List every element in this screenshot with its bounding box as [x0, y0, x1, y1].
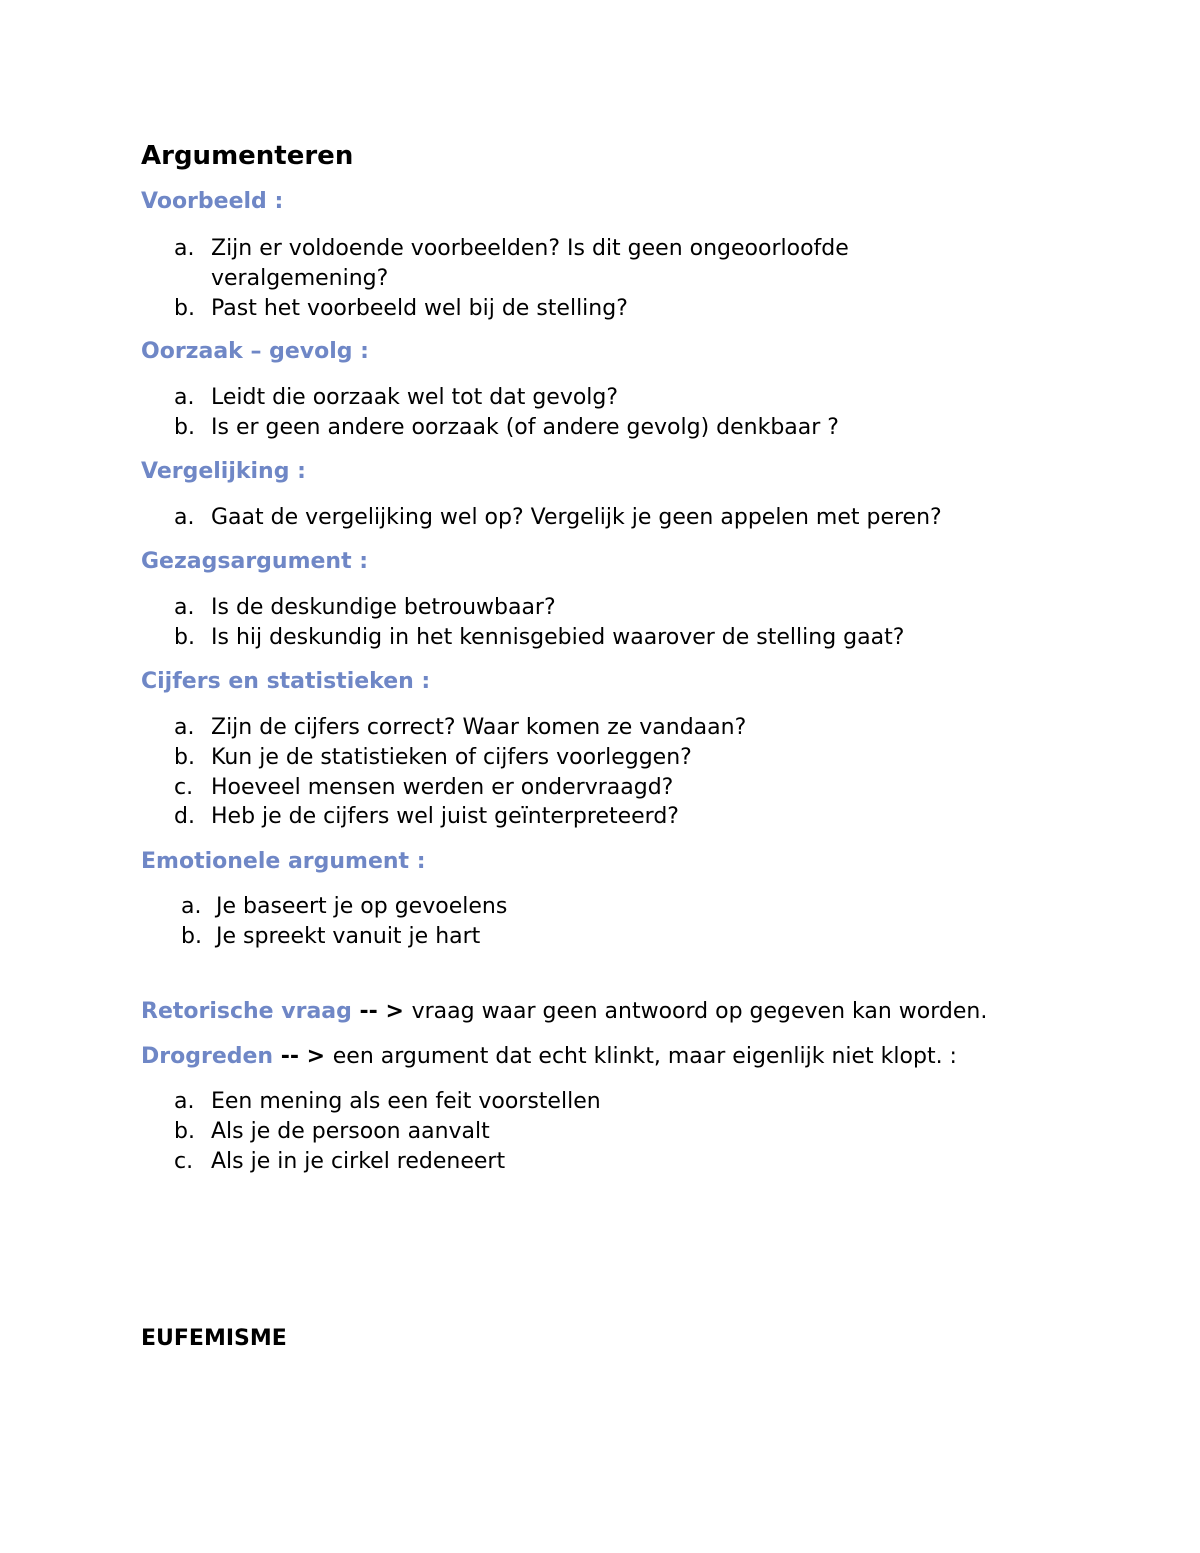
list-marker: a. [181, 894, 202, 919]
list-marker: a. [174, 385, 195, 410]
list-vergelijking [0, 503, 1111, 533]
list-item-text: Heb je de cijfers wel juist geïnterpreteerd? [211, 804, 679, 830]
list-marker: a. [174, 1089, 195, 1114]
retorische-vraag-definition: vraag waar geen antwoord op gegeven kan worden. [411, 999, 988, 1024]
list-item [0, 1117, 911, 1147]
list-item [0, 234, 911, 294]
drogreden-term: Drogreden [141, 1044, 274, 1069]
section-heading-emotionele-argument: Emotionele argument : [141, 849, 426, 874]
retorische-vraag-term: Retorische vraag [141, 999, 352, 1024]
list-marker: b. [174, 624, 195, 650]
list-marker: a. [174, 595, 195, 620]
list-gezagsargument [0, 593, 1111, 653]
list-marker: b. [174, 1118, 195, 1144]
list-item-text: Gaat de vergelijking wel op? Vergelijk je geen appelen met peren? [211, 505, 942, 530]
drogreden-definition: een argument dat echt klinkt, maar eigenlijk niet klopt. : [332, 1044, 957, 1069]
list-item-text: Je baseert je op gevoelens [216, 894, 508, 919]
list-item-text: Zijn de cijfers correct? Waar komen ze vandaan? [211, 715, 747, 740]
list-drogreden [0, 1087, 911, 1176]
list-item-text: Een mening als een feit voorstellen [211, 1089, 601, 1114]
list-item [0, 713, 911, 743]
list-item-text: Is er geen andere oorzaak (of andere gevolg) denkbaar ? [211, 414, 839, 440]
list-item [0, 922, 916, 952]
list-item-text: Zijn er voldoende voorbeelden? Is dit geen ongeoorloofde veralgemening? [211, 236, 849, 291]
list-item [0, 383, 911, 413]
section-heading-gezagsargument: Gezagsargument : [141, 549, 369, 574]
list-marker: b. [174, 295, 195, 321]
document-title: Argumenteren [141, 141, 354, 171]
list-cijfers-statistieken [0, 713, 911, 832]
list-item-text: Leidt die oorzaak wel tot dat gevolg? [211, 385, 619, 410]
list-item [0, 743, 911, 773]
list-marker: b. [181, 923, 202, 949]
list-marker: c. [174, 1148, 194, 1174]
list-oorzaak-gevolg [0, 383, 911, 443]
list-item-text: Als je de persoon aanvalt [211, 1118, 490, 1144]
section-heading-voorbeeld: Voorbeeld : [141, 189, 284, 214]
list-voorbeeld [0, 234, 911, 323]
eufemisme-heading: EUFEMISME [141, 1326, 287, 1351]
list-marker: d. [174, 804, 195, 830]
list-marker: b. [174, 744, 195, 770]
list-item [0, 1147, 911, 1177]
list-item [0, 623, 1111, 653]
list-item-text: Is de deskundige betrouwbaar? [211, 595, 556, 620]
retorische-vraag-line [141, 997, 987, 1027]
list-item [0, 802, 911, 832]
list-item-text: Als je in je cirkel redeneert [211, 1148, 506, 1174]
arrow-symbol: -- > [351, 999, 412, 1024]
section-heading-cijfers-statistieken: Cijfers en statistieken : [141, 669, 431, 694]
list-item [0, 593, 1111, 623]
list-marker: b. [174, 414, 195, 440]
section-heading-vergelijking: Vergelijking : [141, 459, 306, 484]
arrow-symbol: -- > [273, 1044, 333, 1069]
list-item [0, 1087, 911, 1117]
list-item [0, 413, 911, 443]
list-item-text: Hoeveel mensen werden er ondervraagd? [211, 774, 674, 800]
list-item-text: Is hij deskundig in het kennisgebied waarover de stelling gaat? [211, 624, 905, 650]
drogreden-line [141, 1042, 957, 1072]
list-item-text: Je spreekt vanuit je hart [216, 923, 481, 949]
list-marker: c. [174, 774, 194, 800]
list-item [0, 294, 911, 324]
list-item [0, 892, 916, 922]
list-marker: a. [174, 505, 195, 530]
list-item [0, 503, 1111, 533]
list-emotionele-argument [0, 892, 916, 952]
list-marker: a. [174, 715, 195, 740]
list-marker: a. [174, 236, 195, 261]
section-heading-oorzaak-gevolg: Oorzaak – gevolg : [141, 339, 369, 364]
list-item [0, 773, 911, 803]
list-item-text: Kun je de statistieken of cijfers voorleggen? [211, 744, 692, 770]
list-item-text: Past het voorbeeld wel bij de stelling? [211, 295, 628, 321]
